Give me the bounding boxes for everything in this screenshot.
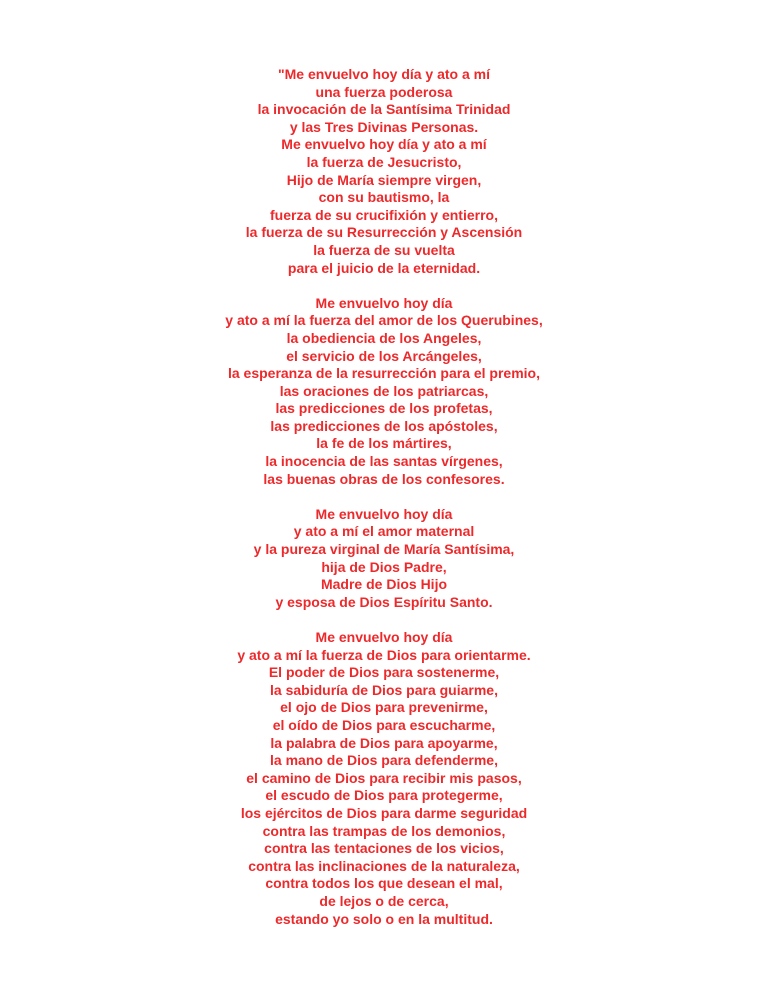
poem-line: las predicciones de los profetas, xyxy=(275,400,493,417)
poem-line: la fuerza de su Resurrección y Ascensión xyxy=(245,224,523,241)
poem-line: contra las inclinaciones de la naturaleza, xyxy=(248,857,520,874)
poem-line: de lejos o de cerca, xyxy=(319,892,449,909)
poem-line: Me envuelvo hoy día xyxy=(315,505,453,522)
poem-line: el escudo de Dios para protegerme, xyxy=(265,787,503,804)
poem-line: las buenas obras de los confesores. xyxy=(263,470,505,487)
poem-line: y la pureza virginal de María Santísima, xyxy=(253,541,515,558)
stanza-4 xyxy=(190,629,578,928)
prayer-text xyxy=(190,66,578,928)
poem-line: el camino de Dios para recibir mis pasos, xyxy=(246,769,522,786)
poem-line: con su bautismo, la xyxy=(318,189,450,206)
poem-line: y ato a mí la fuerza del amor de los Querubines, xyxy=(225,312,543,329)
poem-line: El poder de Dios para sostenerme, xyxy=(268,664,500,681)
poem-line: una fuerza poderosa xyxy=(315,83,453,100)
poem-line: Hijo de María siempre virgen, xyxy=(286,171,482,188)
poem-line: la obediencia de los Angeles, xyxy=(286,329,482,346)
poem-line: y ato a mí el amor maternal xyxy=(293,523,475,540)
poem-line: Me envuelvo hoy día xyxy=(315,629,453,645)
poem-line: las oraciones de los patriarcas, xyxy=(279,382,489,399)
stanza-3 xyxy=(190,506,578,612)
poem-line: Me envuelvo hoy día y ato a mí xyxy=(281,136,487,153)
stanza-1 xyxy=(190,66,578,277)
poem-line: las predicciones de los apóstoles, xyxy=(270,417,498,434)
poem-line: la palabra de Dios para apoyarme, xyxy=(270,734,498,751)
poem-line: contra las trampas de los demonios, xyxy=(262,822,506,839)
poem-line: y ato a mí la fuerza de Dios para orientarme. xyxy=(237,646,531,663)
poem-line: y las Tres Divinas Personas. xyxy=(289,118,479,135)
poem-line: la esperanza de la resurrección para el premio, xyxy=(227,365,541,382)
poem-line: estando yo solo o en la multitud. xyxy=(275,910,493,927)
poem-line: contra las tentaciones de los vicios, xyxy=(264,840,504,857)
poem-line: para el juicio de la eternidad. xyxy=(287,259,481,276)
poem-line: hija de Dios Padre, xyxy=(321,558,447,575)
stanza-2 xyxy=(190,295,578,489)
poem-line: la mano de Dios para defenderme, xyxy=(270,752,498,769)
poem-line: Madre de Dios Hijo xyxy=(320,576,448,593)
poem-line: "Me envuelvo hoy día y ato a mí xyxy=(277,66,491,82)
poem-line: el oído de Dios para escucharme, xyxy=(272,716,496,733)
poem-line: la inocencia de las santas vírgenes, xyxy=(265,453,503,470)
poem-line: la invocación de la Santísima Trinidad xyxy=(257,101,511,118)
poem-line: el ojo de Dios para prevenirme, xyxy=(280,699,488,716)
poem-line: fuerza de su crucifixión y entierro, xyxy=(270,206,498,223)
poem-line: la sabiduría de Dios para guiarme, xyxy=(270,681,498,698)
poem-line: contra todos los que desean el mal, xyxy=(265,875,503,892)
poem-line: los ejércitos de Dios para darme seguridad xyxy=(240,804,528,821)
poem-line: la fuerza de su vuelta xyxy=(313,241,455,258)
poem-line: la fe de los mártires, xyxy=(316,435,452,452)
poem-line: el servicio de los Arcángeles, xyxy=(286,347,482,364)
poem-line: y esposa de Dios Espíritu Santo. xyxy=(275,593,493,610)
poem-line: Me envuelvo hoy día xyxy=(315,294,453,311)
poem-line: la fuerza de Jesucristo, xyxy=(306,153,462,170)
